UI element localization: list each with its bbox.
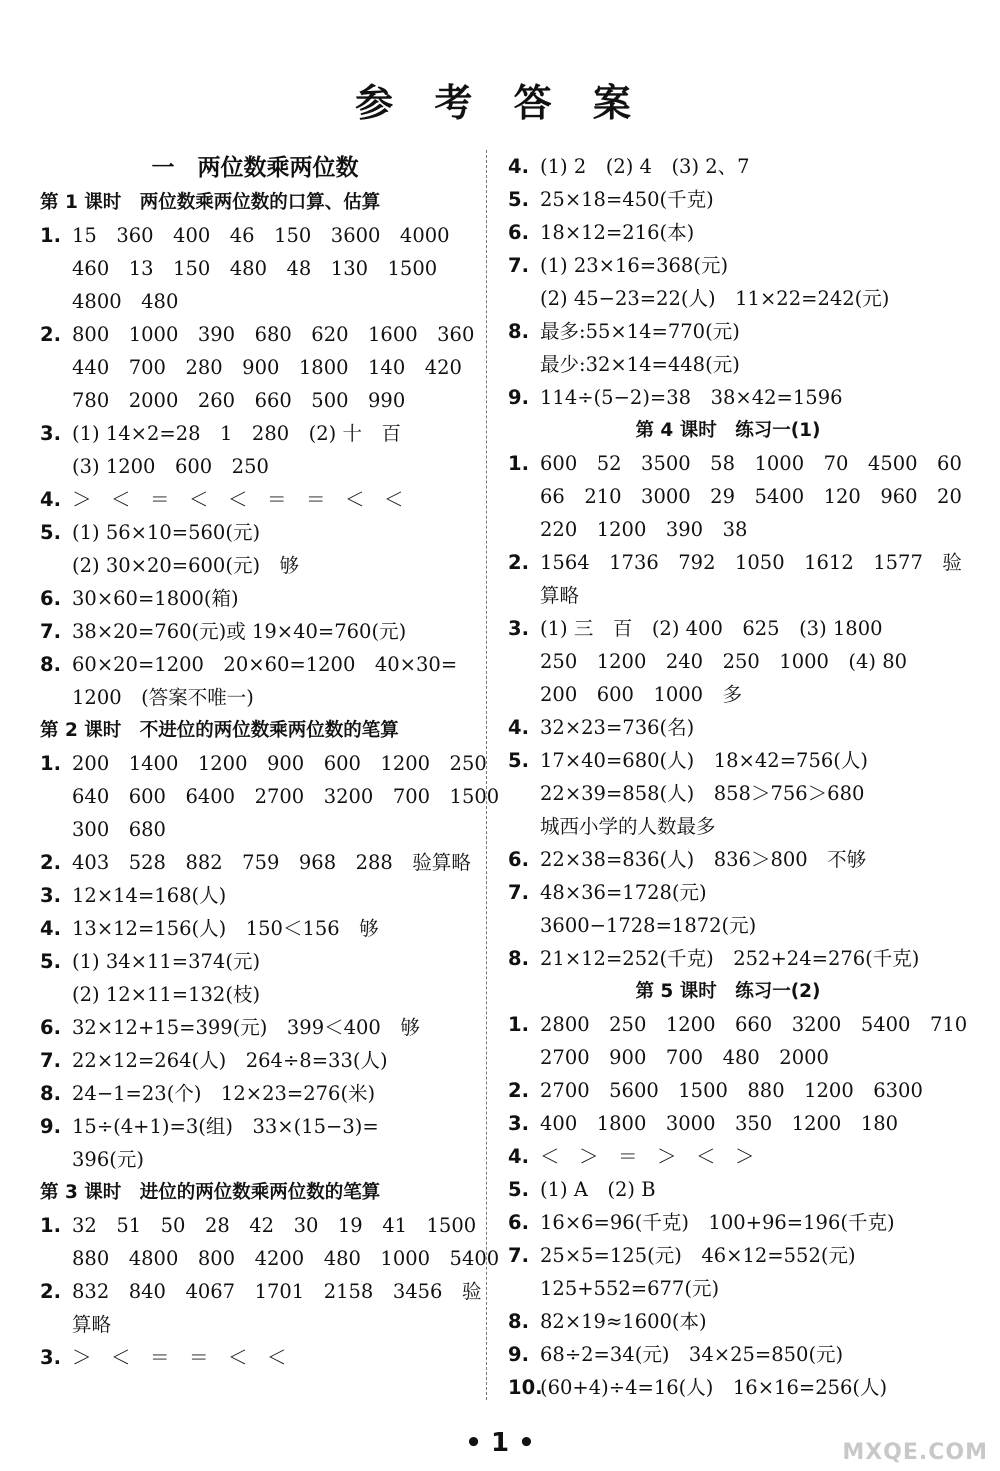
answer-text: 2800 250 1200 660 3200 5400 710 [540,1013,968,1036]
answer-lines [72,219,470,318]
question-number: 9. [40,1115,61,1138]
answer-lines [540,1140,948,1173]
answer-text: ＞ ＜ ＝ ＝ ＜ ＜ [72,1346,287,1369]
answer-text: 300 680 [72,818,166,841]
answer-lines [540,183,948,216]
answer-lines [72,582,470,615]
answer-text: 4800 480 [72,290,179,313]
answer-text: 城西小学的人数最多 [540,815,716,838]
answer-item [40,912,470,945]
answer-lines [72,1209,499,1275]
answer-text: 396(元) [72,1148,144,1171]
answer-lines [72,1275,481,1341]
answer-item [508,876,948,942]
question-number: 4. [40,488,61,511]
answer-text: 25×5=125(元) 46×12=552(元) [540,1244,856,1267]
answer-text: 1564 1736 792 1050 1612 1577 验 [540,551,962,574]
answer-item [40,1110,470,1176]
answer-lines [540,150,948,183]
answer-item [40,516,470,582]
answer-text: (1) 2 (2) 4 (3) 2、7 [540,155,750,178]
answer-lines [540,1239,948,1305]
question-number: 5. [508,1178,529,1201]
answer-item [508,315,948,381]
answer-lines [72,483,470,516]
answer-lines [540,315,948,381]
answer-item [508,150,948,183]
answer-text: (1) 三 百 (2) 400 625 (3) 1800 [540,617,883,640]
answer-text: 最少:32×14=448(元) [540,353,740,376]
answer-item [40,1044,470,1077]
answer-item [508,612,948,711]
answer-text: 22×12=264(人) 264÷8=33(人) [72,1049,388,1072]
answer-text: (1) 56×10=560(元) [72,521,261,544]
answer-text: 403 528 882 759 968 288 验算略 [72,851,471,874]
answer-lines [72,615,470,648]
answer-item [508,381,948,414]
answer-text: 21×12=252(千克) 252+24=276(千克) [540,947,920,970]
answer-text: 25×18=450(千克) [540,188,714,211]
question-number: 6. [508,848,529,871]
answer-lines [540,216,948,249]
answer-item [508,1140,948,1173]
answer-text: 200 600 1000 多 [540,683,743,706]
question-number: 8. [40,653,61,676]
unit-heading: 一 两位数乘两位数 [151,155,359,181]
question-number: 4. [40,917,61,940]
question-number: 6. [40,1016,61,1039]
answer-lines [72,1011,470,1044]
question-number: 5. [508,188,529,211]
answer-item [508,942,948,975]
answer-text: 220 1200 390 38 [540,518,748,541]
answer-text: 800 1000 390 680 620 1600 360 [72,323,475,346]
answer-text: 18×12=216(本) [540,221,695,244]
question-number: 3. [40,884,61,907]
watermark: MXQE.COM [842,1440,988,1465]
answer-text: 780 2000 260 660 500 990 [72,389,406,412]
answer-item [508,216,948,249]
column-divider [486,150,487,1400]
answer-item [508,1371,948,1404]
answer-text: 48×36=1728(元) [540,881,707,904]
answer-lines [540,1074,948,1107]
lesson-heading: 第 4 课时 练习一(1) [635,420,821,441]
question-number: 7. [508,1244,529,1267]
answer-item [40,648,470,714]
answer-item [508,183,948,216]
question-number: 2. [508,551,529,574]
question-number: 1. [40,1214,61,1237]
answer-text: 440 700 280 900 1800 140 420 [72,356,462,379]
answer-lines [540,1305,948,1338]
answer-text: 2700 900 700 480 2000 [540,1046,829,1069]
answer-lines [540,546,962,612]
answer-text: 32 51 50 28 42 30 19 41 1500 [72,1214,477,1237]
answer-text: 算略 [540,584,580,607]
answer-lines [540,1338,948,1371]
answer-lines [540,1371,948,1404]
answer-item [40,1209,500,1275]
answer-lines [540,876,948,942]
answer-text: 60×20=1200 20×60=1200 40×30= [72,653,458,676]
answer-text: 125+552=677(元) [540,1277,720,1300]
answer-item [508,1173,948,1206]
question-number: 7. [508,881,529,904]
answer-lines [540,1206,948,1239]
answer-text: 68÷2=34(元) 34×25=850(元) [540,1343,844,1366]
answer-lines [72,1044,470,1077]
answer-text: (2) 12×11=132(枝) [72,983,261,1006]
answer-text: (1) 23×16=368(元) [540,254,729,277]
answer-text: 30×60=1800(箱) [72,587,239,610]
answer-text: (3) 1200 600 250 [72,455,269,478]
question-number: 6. [508,1211,529,1234]
question-number: 2. [40,851,61,874]
answer-lines [540,1173,948,1206]
answer-item [40,1011,470,1044]
question-number: 3. [40,422,61,445]
answer-text: 12×14=168(人) [72,884,227,907]
answer-text: 38×20=760(元)或 19×40=760(元) [72,620,407,643]
answer-item [508,1305,948,1338]
question-number: 4. [508,716,529,739]
question-number: 4. [508,1145,529,1168]
answer-lines [72,1341,470,1374]
answer-text: 15 360 400 46 150 3600 4000 [72,224,450,247]
answer-text: 880 4800 800 4200 480 1000 5400 [72,1247,500,1270]
left-answer-column [40,150,500,1374]
answer-lines [540,744,948,843]
answer-lines [72,912,470,945]
answer-text: 82×19≈1600(本) [540,1310,707,1333]
answer-lines [72,945,470,1011]
answer-text: 13×12=156(人) 150＜156 够 [72,917,379,940]
question-number: 1. [40,752,61,775]
question-number: 2. [40,323,61,346]
lesson-heading: 第 2 课时 不进位的两位数乘两位数的笔算 [40,720,399,741]
answer-item [508,546,962,612]
answer-text: (1) A (2) B [540,1178,656,1201]
question-number: 3. [508,617,529,640]
answer-item [40,483,470,516]
question-number: 8. [508,320,529,343]
answer-text: ＜ ＞ ＝ ＞ ＜ ＞ [540,1145,755,1168]
answer-lines [72,648,470,714]
answer-item [40,846,470,879]
answer-item [40,615,470,648]
answer-item [508,1074,948,1107]
answer-text: 250 1200 240 250 1000 (4) 80 [540,650,908,673]
answer-text: 32×12+15=399(元) 399＜400 够 [72,1016,420,1039]
question-number: 9. [508,386,529,409]
lesson-heading: 第 3 课时 进位的两位数乘两位数的笔算 [40,1182,381,1203]
answer-lines [72,747,499,846]
answer-text: ＞ ＜ ＝ ＜ ＜ ＝ ＝ ＜ ＜ [72,488,404,511]
question-number: 8. [508,1310,529,1333]
answer-lines [72,1110,470,1176]
answer-text: 200 1400 1200 900 600 1200 250 [72,752,487,775]
question-number: 6. [508,221,529,244]
answer-text: 22×38=836(人) 836＞800 不够 [540,848,867,871]
answer-item [40,945,470,1011]
question-number: 5. [40,950,61,973]
answer-item [40,417,470,483]
answer-lines [72,846,471,879]
question-number: 3. [508,1112,529,1135]
answer-item [508,1338,948,1371]
answer-lines [72,1077,470,1110]
question-number: 1. [508,452,529,475]
answer-item [508,1206,948,1239]
answer-lines [540,843,948,876]
answer-text: (2) 30×20=600(元) 够 [72,554,300,577]
question-number: 7. [40,1049,61,1072]
question-number: 6. [40,587,61,610]
answer-text: 832 840 4067 1701 2158 3456 验 [72,1280,482,1303]
answer-lines [540,1008,967,1074]
answer-text: 66 210 3000 29 5400 120 960 20 [540,485,962,508]
question-number: 1. [40,224,61,247]
question-number: 4. [508,155,529,178]
answer-text: 640 600 6400 2700 3200 700 1500 [72,785,500,808]
question-number: 7. [508,254,529,277]
lesson-heading: 第 1 课时 两位数乘两位数的口算、估算 [40,192,381,213]
answer-text: 600 52 3500 58 1000 70 4500 60 [540,452,962,475]
answer-text: 17×40=680(人) 18×42=756(人) [540,749,868,772]
question-number: 8. [40,1082,61,1105]
question-number: 7. [40,620,61,643]
question-number: 8. [508,947,529,970]
answer-lines [540,381,948,414]
answer-item [508,711,948,744]
answer-text: 3600−1728=1872(元) [540,914,757,937]
answer-text: 24−1=23(个) 12×23=276(米) [72,1082,376,1105]
question-number: 2. [40,1280,61,1303]
question-number: 9. [508,1343,529,1366]
answer-item [40,747,500,846]
answer-item [508,1107,948,1140]
answer-item [40,1341,470,1374]
answer-text: 32×23=736(名) [540,716,695,739]
answer-text: 16×6=96(千克) 100+96=196(千克) [540,1211,895,1234]
page-number: • 1 • [465,1428,535,1458]
answer-lines [540,942,948,975]
answer-text: (1) 14×2=28 1 280 (2) 十 百 [72,422,401,445]
lesson-heading: 第 5 课时 练习一(2) [635,981,821,1002]
question-number: 3. [40,1346,61,1369]
question-number: 1. [508,1013,529,1036]
answer-lines [72,318,474,417]
question-number: 5. [40,521,61,544]
answer-lines [72,516,470,582]
answer-text: 15÷(4+1)=3(组) 33×(15−3)= [72,1115,379,1138]
answer-item [40,879,470,912]
answer-item [508,744,948,843]
answer-text: 114÷(5−2)=38 38×42=1596 [540,386,843,409]
answer-text: (2) 45−23=22(人) 11×22=242(元) [540,287,890,310]
answer-item [40,582,470,615]
answer-lines [540,612,948,711]
answer-lines [540,447,962,546]
answer-text: 400 1800 3000 350 1200 180 [540,1112,899,1135]
right-answer-column [508,150,968,1404]
question-number: 10. [508,1376,543,1399]
answer-item [508,1239,948,1305]
question-number: 5. [508,749,529,772]
answer-text: 算略 [72,1313,112,1336]
answer-text: 2700 5600 1500 880 1200 6300 [540,1079,923,1102]
answer-text: 460 13 150 480 48 130 1500 [72,257,438,280]
answer-text: (60+4)÷4=16(人) 16×16=256(人) [540,1376,888,1399]
answer-item [508,843,948,876]
answer-text: 1200 (答案不唯一) [72,686,254,709]
answer-text: (1) 34×11=374(元) [72,950,261,973]
answer-lines [540,711,948,744]
answer-item [508,1008,968,1074]
answer-lines [72,417,470,483]
answer-lines [540,249,948,315]
answer-item [508,447,962,546]
answer-text: 最多:55×14=770(元) [540,320,740,343]
page-title: 参 考 答 案 [355,81,645,125]
answer-lines [72,879,470,912]
answer-item [40,1275,482,1341]
answer-item [40,1077,470,1110]
question-number: 2. [508,1079,529,1102]
answer-item [40,219,470,318]
answer-item [508,249,948,315]
answer-lines [540,1107,948,1140]
answer-item [40,318,475,417]
answer-text: 22×39=858(人) 858＞756＞680 [540,782,865,805]
